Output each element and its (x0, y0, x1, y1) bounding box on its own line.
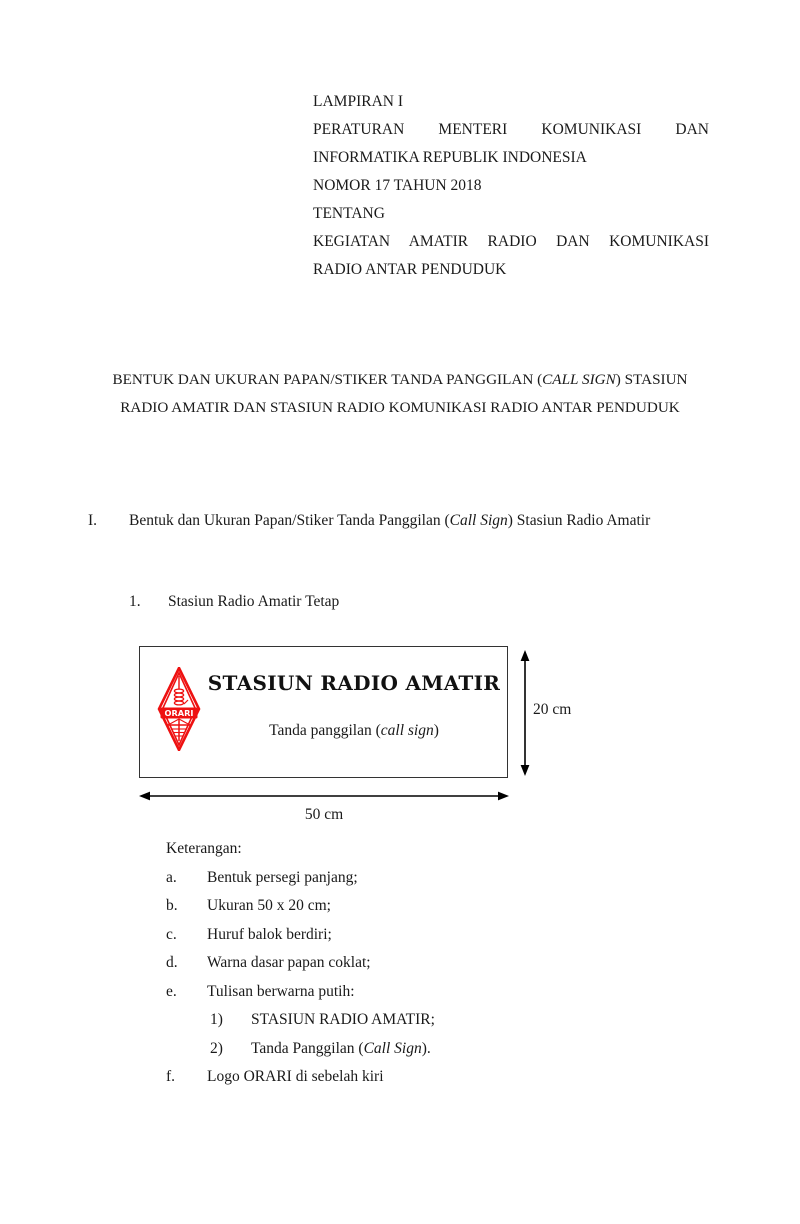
doc-title-line-3: PENDUDUK (596, 399, 680, 416)
sign-board-content (140, 647, 507, 777)
section-roman-text-prefix: Bentuk dan Ukuran Papan/Stiker Tanda Panggilan ( (129, 512, 450, 529)
doc-title-line-1 (112, 371, 620, 388)
header-line-lampiran: LAMPIRAN I (313, 93, 403, 110)
header-line-kegiatan: KEGIATAN AMATIR RADIO DAN KOMUNIKASI (313, 233, 709, 250)
keterangan-subitem-2-text (251, 1040, 431, 1057)
keterangan-subitem-2 (166, 1035, 646, 1064)
keterangan-subitem-1 (166, 1006, 646, 1035)
section-roman-marker: I. (88, 512, 98, 529)
width-dimension-arrow (138, 786, 510, 806)
height-dimension-label: 20 cm (533, 701, 572, 718)
keterangan-item-d-marker: d. (166, 954, 178, 971)
sign-diagram (139, 646, 572, 836)
doc-title-line-1-suffix: ) (615, 371, 621, 388)
keterangan-item-f-marker: f. (166, 1068, 176, 1085)
keterangan-item-e-text: Tulisan berwarna putih: (207, 982, 355, 1000)
keterangan-item-f (166, 1063, 646, 1092)
section-roman-text-suffix: ) Stasiun Radio Amatir (507, 512, 651, 529)
orari-logo-icon (157, 667, 201, 751)
width-dimension-label: 50 cm (304, 806, 344, 823)
header-line-nomor: NOMOR 17 TAHUN 2018 (313, 177, 482, 194)
keterangan-item-d-text: Warna dasar papan coklat; (207, 954, 371, 971)
sign-board-subtitle (204, 722, 504, 740)
sign-board-subtitle-prefix: Tanda panggilan ( (269, 722, 381, 739)
keterangan-subitem-2-marker: 2) (210, 1039, 223, 1057)
sign-board-rectangle (139, 646, 508, 778)
sign-board-subtitle-italic: call sign (380, 722, 434, 739)
keterangan-item-b-text: Ukuran 50 x 20 cm; (207, 897, 331, 914)
header-line-informatika: INFORMATIKA REPUBLIK INDONESIA (313, 149, 587, 166)
header-line-radio-antar-penduduk: RADIO ANTAR PENDUDUK (313, 261, 507, 278)
keterangan-subitem-1-text: STASIUN RADIO AMATIR; (251, 1011, 435, 1028)
sub-item-1-marker: 1. (129, 593, 141, 610)
keterangan-item-a (166, 864, 646, 893)
keterangan-item-a-text: Bentuk persegi panjang; (207, 868, 358, 886)
keterangan-item-c-marker: c. (166, 925, 177, 943)
keterangan-item-c-text: Huruf balok berdiri; (207, 925, 332, 943)
keterangan-item-e (166, 978, 646, 1007)
sign-board-title: STASIUN RADIO AMATIR (207, 671, 501, 695)
keterangan-subitem-2-suffix: ). (421, 1039, 431, 1057)
sign-board-subtitle-suffix: ) (433, 722, 439, 739)
keterangan-subitem-2-prefix: Tanda Panggilan ( (251, 1039, 364, 1057)
keterangan-item-c (166, 921, 646, 950)
sub-item-1-label: Stasiun Radio Amatir Tetap (168, 593, 340, 610)
keterangan-item-a-marker: a. (166, 868, 177, 886)
keterangan-item-b (166, 892, 646, 921)
doc-title-line-1-prefix: BENTUK DAN UKURAN PAPAN/STIKER TANDA PANGGILAN ( (112, 371, 543, 388)
header-line-peraturan: PERATURAN MENTERI KOMUNIKASI DAN (313, 121, 709, 138)
keterangan-item-e-marker: e. (166, 982, 177, 1000)
sub-item-1 (129, 587, 339, 616)
keterangan-subitem-1-marker: 1) (210, 1011, 223, 1028)
keterangan-item-f-text: Logo ORARI di sebelah kiri (207, 1068, 384, 1085)
keterangan-item-b-marker: b. (166, 897, 178, 914)
keterangan-list (166, 835, 646, 1092)
section-roman-text-italic: Call Sign (449, 512, 508, 529)
section-roman-i (88, 506, 708, 535)
doc-title-line-1-italic: CALL SIGN (542, 371, 616, 388)
section-roman-body (129, 506, 708, 535)
keterangan-heading: Keterangan: (166, 840, 242, 857)
header-line-tentang: TENTANG (313, 205, 385, 222)
lampiran-header-block (313, 88, 709, 284)
doc-title-line-2: STASIUN RADIO AMATIR DAN STASIUN RADIO KOMUNIKASI RADIO ANTAR (120, 371, 688, 416)
keterangan-subitem-2-italic: Call Sign (363, 1039, 422, 1057)
keterangan-item-d (166, 949, 646, 978)
orari-logo-text: ORARI (164, 708, 194, 719)
document-title (100, 366, 700, 422)
